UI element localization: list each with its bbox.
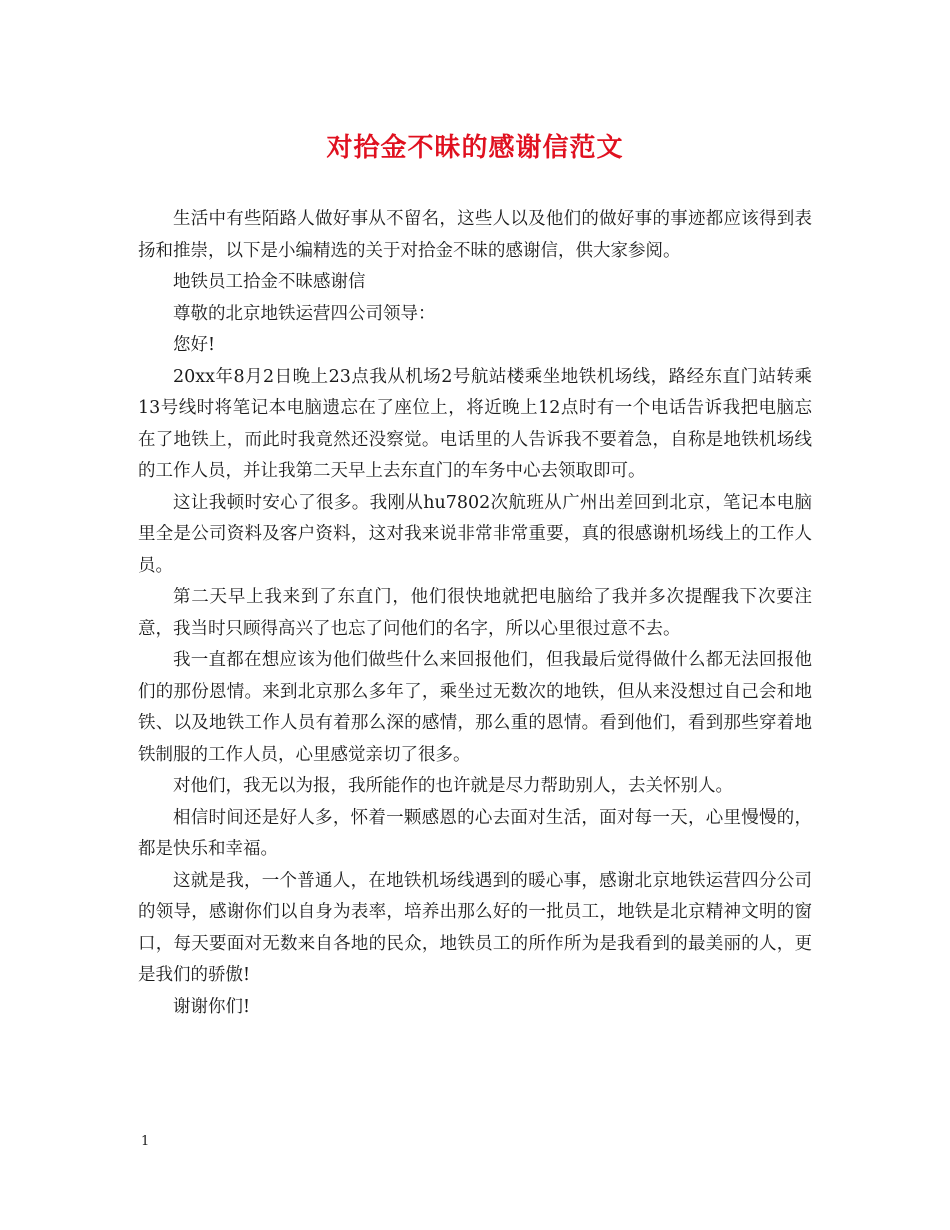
paragraph-body: 20xx年8月2日晚上23点我从机场2号航站楼乘坐地铁机场线，路经东直门站转乘13号线时将笔记本电脑遗忘在了座位上，将近晚上12点时有一个电话告诉我把电脑忘在了地铁上，而此时我竟然还没察觉。电话里的人告诉我不要着急，自称是地铁机场线的工作人员，并让我第二天早上去东直门的车务中心去领取即可。 <box>138 366 812 481</box>
document-body <box>138 204 812 1023</box>
paragraph-body: 这就是我，一个普通人，在地铁机场线遇到的暖心事，感谢北京地铁运营四分公司的领导，感谢你们以自身为表率，培养出那么好的一批员工，地铁是北京精神文明的窗口，每天要面对无数来自各地的民众，地铁员工的所作所为是我看到的最美丽的人，更是我们的骄傲! <box>138 870 812 985</box>
paragraph-subtitle: 地铁员工拾金不昧感谢信 <box>173 272 366 292</box>
page-number: 1 <box>141 1134 150 1149</box>
paragraph-greeting: 您好! <box>173 335 216 355</box>
paragraph-salutation: 尊敬的北京地铁运营四公司领导： <box>173 303 436 324</box>
paragraph-intro: 生活中有些陌路人做好事从不留名，这些人以及他们的做好事的事迹都应该得到表扬和推崇，以下是小编精选的关于对拾金不昧的感谢信，供大家参阅。 <box>138 209 812 261</box>
paragraph-body: 我一直都在想应该为他们做些什么来回报他们，但我最后觉得做什么都无法回报他们的那份恩情。来到北京那么多年了，乘坐过无数次的地铁，但从来没想过自己会和地铁、以及地铁工作人员有着那么深的感情，那么重的恩情。看到他们，看到那些穿着地铁制服的工作人员，心里感觉亲切了很多。 <box>138 650 812 765</box>
paragraph-closing: 谢谢你们! <box>173 996 251 1017</box>
paragraph-body: 这让我顿时安心了很多。我刚从hu7802次航班从广州出差回到北京，笔记本电脑里全是公司资料及客户资料，这对我来说非常非常重要，真的很感谢机场线上的工作人员。 <box>138 492 812 576</box>
paragraph-body: 相信时间还是好人多，怀着一颗感恩的心去面对生活，面对每一天，心里慢慢的，都是快乐和幸福。 <box>138 807 812 859</box>
paragraph-body: 第二天早上我来到了东直门，他们很快地就把电脑给了我并多次提醒我下次要注意，我当时只顾得高兴了也忘了问他们的名字，所以心里很过意不去。 <box>138 587 812 639</box>
document-title: 对拾金不昧的感谢信范文 <box>326 133 624 163</box>
paragraph-body: 对他们，我无以为报，我所能作的也许就是尽力帮助别人，去关怀别人。 <box>173 776 733 796</box>
